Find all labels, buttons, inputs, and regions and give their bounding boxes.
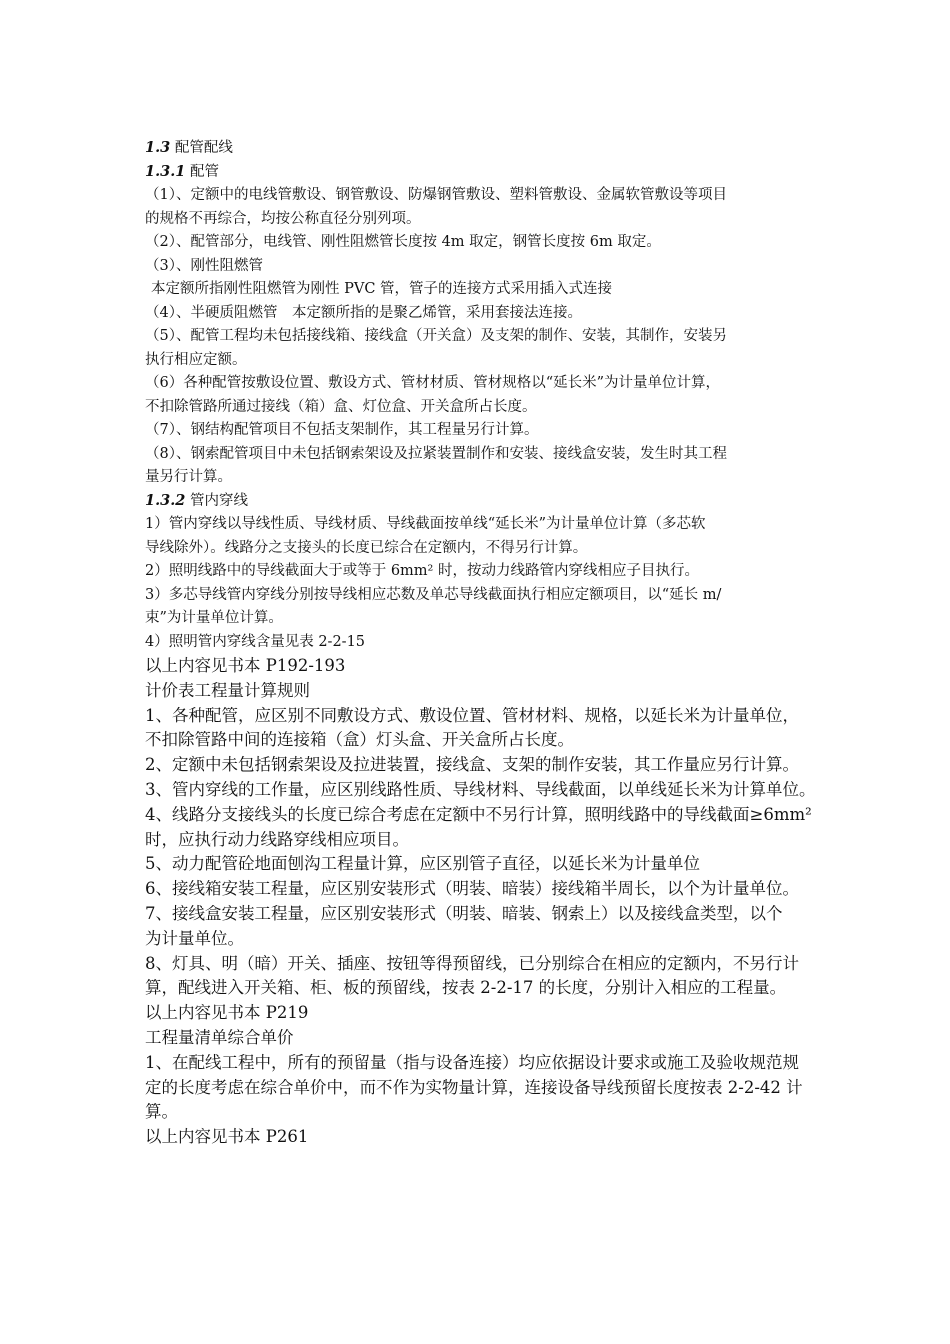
text-line: （2）、配管部分，电线管、刚性阻燃管长度按 4m 取定，钢管长度按 6m 取定。 (145, 234, 661, 250)
text-line: 1、各种配管，应区别不同敷设方式、敷设位置、管材材料、规格，以延长米为计量单位， (145, 705, 799, 725)
text-line: 执行相应定额。 (145, 351, 247, 368)
text-line: 1）管内穿线以导线性质、导线材质、导线截面按单线“延长米”为计量单位计算（多芯软 (145, 516, 706, 532)
text-line: （8）、钢索配管项目中未包括钢索架设及拉紧装置制作和安装、接线盒安装，发生时其工程 (145, 445, 727, 462)
text-line: 束”为计量单位计算。 (145, 610, 283, 626)
text-line: 量另行计算。 (145, 469, 232, 485)
text-line: 2、定额中未包括钢索架设及拉进装置，接线盒、支架的制作安装，其工作量应另行计算。 (145, 755, 799, 775)
text-line: 时，应执行动力线路穿线相应项目。 (145, 829, 409, 849)
text-line: （4）、半硬质阻燃管 本定额所指的是聚乙烯管，采用套接法连接。 (145, 304, 582, 321)
text-line: （1）、定额中的电线管敷设、钢管敷设、防爆钢管敷设、塑料管敷设、金属软管敷设等项目 (145, 187, 727, 203)
text-line: （6）各种配管按敷设位置、敷设方式、管材材质、管材规格以“延长米”为计量单位计算， (145, 375, 721, 391)
text-line: 不扣除管路所通过接线（箱）盒、灯位盒、开关盒所占长度。 (145, 398, 537, 415)
text-line: 7、接线盒安装工程量，应区别安装形式（明装、暗装、钢索上）以及接线盒类型，以个 (145, 903, 783, 923)
subheading: 计价表工程量计算规则 (145, 680, 310, 700)
text-line: 不扣除管路中间的连接箱（盒）灯头盒、开关盒所占长度。 (145, 730, 574, 750)
text-line: 1、在配线工程中，所有的预留量（指与设备连接）均应依据设计要求或施工及验收规范规 (145, 1052, 799, 1072)
subheading: 工程量清单综合单价 (145, 1027, 294, 1047)
text-line: 的规格不再综合，均按公称直径分别列项。 (145, 210, 421, 227)
page-reference: 以上内容见书本 P261 (145, 1127, 309, 1147)
text-line: （5）、配管工程均未包括接线箱、接线盒（开关盒）及支架的制作、安装，其制作，安装另 (145, 328, 727, 344)
text-line: 3）多芯导线管内穿线分别按导线相应芯数及单芯导线截面执行相应定额项目，以“延长 m/ (145, 586, 722, 603)
text-line: 本定额所指刚性阻燃管为刚性 PVC 管，管子的连接方式采用插入式连接 (151, 281, 613, 297)
section-heading-1-3: 1.3 配管配线 (145, 139, 233, 156)
text-line: 算，配线进入开关箱、柜、板的预留线，按表 2-2-17 的长度，分别计入相应的工程量。 (145, 978, 787, 998)
text-line: 4、线路分支接线头的长度已综合考虑在定额中不另行计算，照明线路中的导线截面≥6mm² (145, 804, 812, 824)
section-heading-1-3-2: 1.3.2 管内穿线 (145, 491, 248, 509)
document-body (145, 141, 865, 1154)
text-line: （3）、刚性阻燃管 (145, 257, 263, 274)
text-line: 8、灯具、明（暗）开关、插座、按钮等得预留线，已分别综合在相应的定额内，不另行计 (145, 953, 799, 973)
text-line: 定的长度考虑在综合单价中，而不作为实物量计算，连接设备导线预留长度按表 2-2-42 计 (145, 1077, 803, 1097)
page-reference: 以上内容见书本 P219 (145, 1003, 309, 1023)
text-line: 3、管内穿线的工作量，应区别线路性质、导线材料、导线截面，以单线延长米为计算单位。 (145, 779, 816, 799)
text-line: 2）照明线路中的导线截面大于或等于 6mm² 时，按动力线路管内穿线相应子目执行。 (145, 563, 699, 579)
page-reference: 以上内容见书本 P192-193 (145, 656, 346, 675)
section-heading-1-3-1: 1.3.1 配管 (145, 162, 219, 180)
text-line: 4）照明管内穿线含量见表 2-2-15 (145, 633, 366, 650)
text-line: 导线除外）。线路分之支接头的长度已综合在定额内，不得另行计算。 (145, 539, 588, 556)
text-line: 6、接线箱安装工程量，应区别安装形式（明装、暗装）接线箱半周长，以个为计量单位。 (145, 879, 799, 899)
text-line: （7）、钢结构配管项目不包括支架制作，其工程量另行计算。 (145, 422, 539, 438)
text-line: 5、动力配管砼地面刨沟工程量计算，应区别管子直径，以延长米为计量单位 (145, 854, 700, 874)
text-line: 算。 (145, 1102, 178, 1122)
text-line: 为计量单位。 (145, 928, 244, 948)
